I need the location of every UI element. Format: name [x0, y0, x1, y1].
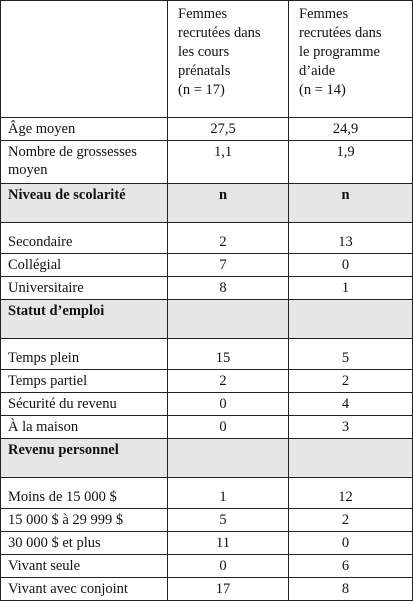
- header-line: d’aide: [299, 63, 336, 79]
- row-label: Collégial: [1, 254, 168, 277]
- value-aid-program: 1: [289, 277, 413, 300]
- header-line: (n = 14): [299, 82, 346, 98]
- header-line: prénatals: [178, 63, 231, 79]
- value-prenatal: 0: [168, 393, 289, 416]
- value-aid-program: 12: [289, 478, 413, 509]
- row-label: Niveau de scolarité: [1, 184, 168, 223]
- table-row: [1, 223, 413, 254]
- row-label: Vivant seule: [1, 555, 168, 578]
- value-aid-program: 6: [289, 555, 413, 578]
- value-aid-program: 13: [289, 223, 413, 254]
- section-header-row: [1, 439, 413, 478]
- table-row: [1, 141, 413, 184]
- value-prenatal: 1,1: [168, 141, 289, 184]
- value-aid-program: 8: [289, 578, 413, 601]
- value-prenatal: 0: [168, 555, 289, 578]
- value-prenatal: 1: [168, 478, 289, 509]
- row-label: Sécurité du revenu: [1, 393, 168, 416]
- table-row: [1, 339, 413, 370]
- value-prenatal: 27,5: [168, 118, 289, 141]
- value-aid-program: 5: [289, 339, 413, 370]
- value-prenatal: 2: [168, 370, 289, 393]
- value-aid-program: 3: [289, 416, 413, 439]
- value-aid-program: 0: [289, 532, 413, 555]
- header-line: le programme: [299, 44, 380, 60]
- table-row: [1, 254, 413, 277]
- value-prenatal: 2: [168, 223, 289, 254]
- row-label: Vivant avec conjoint: [1, 578, 168, 601]
- value-aid-program: 4: [289, 393, 413, 416]
- value-aid-program: 1,9: [289, 141, 413, 184]
- value-prenatal: 8: [168, 277, 289, 300]
- table-row: [1, 277, 413, 300]
- table-row: [1, 416, 413, 439]
- table-row: [1, 555, 413, 578]
- value-aid-program: n: [289, 184, 413, 223]
- value-prenatal: 0: [168, 416, 289, 439]
- row-label: Statut d’emploi: [1, 300, 168, 339]
- header-line: Femmes: [178, 6, 228, 22]
- row-label: Âge moyen: [1, 118, 168, 141]
- section-header-row: [1, 184, 413, 223]
- value-aid-program: [289, 439, 413, 478]
- header-line: Femmes: [299, 6, 349, 22]
- row-label: Secondaire: [1, 223, 168, 254]
- row-label: Revenu personnel: [1, 439, 168, 478]
- table-row: [1, 478, 413, 509]
- row-label: Universitaire: [1, 277, 168, 300]
- value-prenatal: 15: [168, 339, 289, 370]
- value-prenatal: 11: [168, 532, 289, 555]
- table-body: [1, 1, 413, 601]
- header-cell-empty: [1, 1, 168, 118]
- value-prenatal: [168, 300, 289, 339]
- table-row: [1, 509, 413, 532]
- value-aid-program: 24,9: [289, 118, 413, 141]
- header-row: [1, 1, 413, 118]
- header-cell-prenatal: [168, 1, 289, 118]
- header-line: les cours: [178, 44, 230, 60]
- value-prenatal: n: [168, 184, 289, 223]
- table-row: [1, 393, 413, 416]
- value-aid-program: [289, 300, 413, 339]
- row-label: 15 000 $ à 29 999 $: [1, 509, 168, 532]
- value-prenatal: 17: [168, 578, 289, 601]
- row-label: Temps plein: [1, 339, 168, 370]
- row-label: Temps partiel: [1, 370, 168, 393]
- header-line: (n = 17): [178, 82, 225, 98]
- section-header-row: [1, 300, 413, 339]
- table-row: [1, 370, 413, 393]
- row-label: 30 000 $ et plus: [1, 532, 168, 555]
- row-label: Nombre de grossesses moyen: [1, 141, 168, 184]
- table-row: [1, 118, 413, 141]
- value-aid-program: 0: [289, 254, 413, 277]
- header-cell-aid-program: [289, 1, 413, 118]
- row-label: À la maison: [1, 416, 168, 439]
- value-prenatal: 7: [168, 254, 289, 277]
- header-line: recrutées dans: [178, 25, 261, 41]
- value-aid-program: 2: [289, 370, 413, 393]
- header-line: recrutées dans: [299, 25, 382, 41]
- value-prenatal: 5: [168, 509, 289, 532]
- table-row: [1, 532, 413, 555]
- value-aid-program: 2: [289, 509, 413, 532]
- table-row: [1, 578, 413, 601]
- row-label: Moins de 15 000 $: [1, 478, 168, 509]
- value-prenatal: [168, 439, 289, 478]
